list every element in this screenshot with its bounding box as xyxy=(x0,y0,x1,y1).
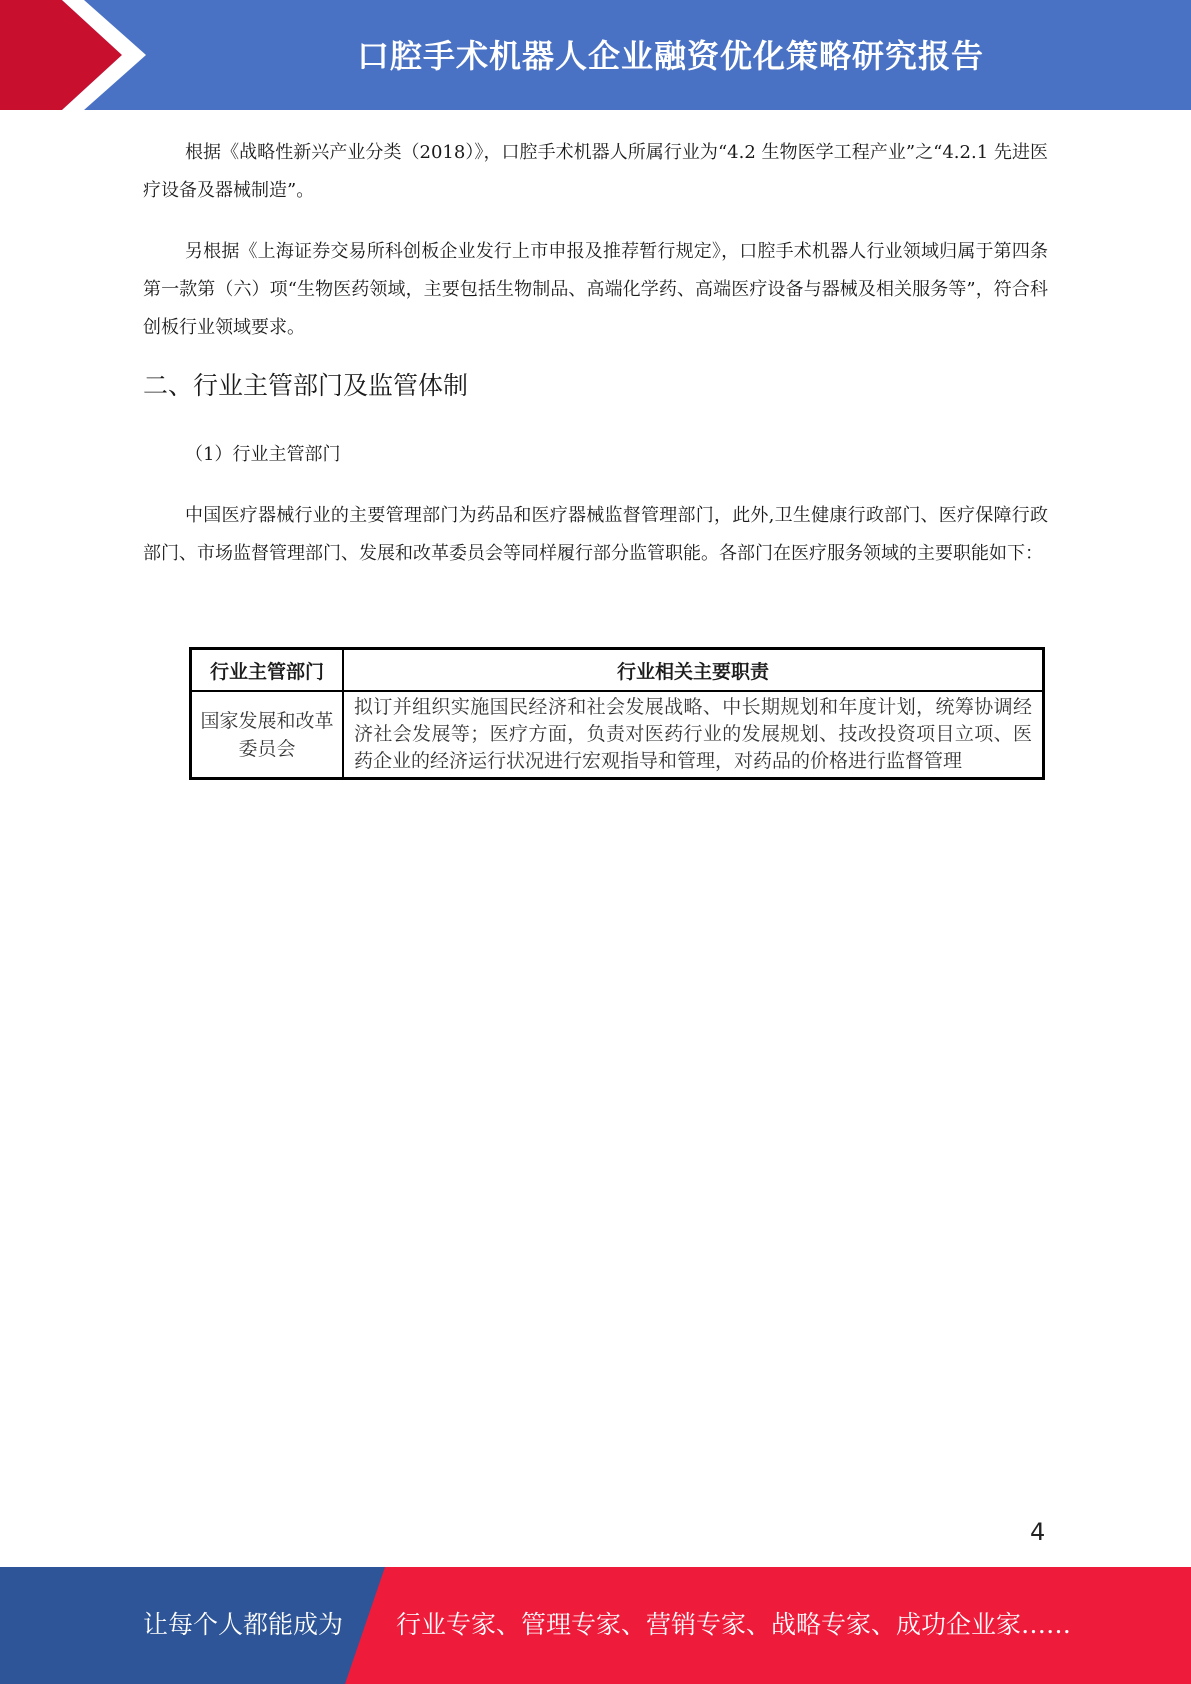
header-chevron-icon xyxy=(0,0,160,110)
duty-table xyxy=(189,647,1045,780)
table-row xyxy=(191,691,1044,779)
page-header xyxy=(0,0,1191,110)
footer-slogan-left: 让每个人都能成为 xyxy=(143,1610,344,1639)
cell-duties: 拟订并组织实施国民经济和社会发展战略、中长期规划和年度计划，统筹协调经济社会发展等；医疗方面，负责对医药行业的发展规划、技改投资项目立项、医药企业的经济运行状况进行宏观指导和管理，对药品的价格进行监督管理 xyxy=(343,691,1044,779)
cell-department: 国家发展和改革委员会 xyxy=(191,691,344,779)
section-heading: 二、行业主管部门及监管体制 xyxy=(143,371,469,400)
paragraph-regulators: 中国医疗器械行业的主要管理部门为药品和医疗器械监督管理部门，此外,卫生健康行政部门、医疗保障行政部门、市场监督管理部门、发展和改革委员会等同样履行部分监管职能。各部门在医疗服务领域的主要职能如下： xyxy=(143,505,1048,564)
footer-slogan-right: 行业专家、管理专家、营销专家、战略专家、成功企业家…… xyxy=(396,1610,1072,1639)
header-department: 行业主管部门 xyxy=(191,649,344,692)
page-footer xyxy=(0,1567,1191,1684)
paragraph-classification: 根据《战略性新兴产业分类（2018）》，口腔手术机器人所属行业为“4.2 生物医学工程产业”之“4.2.1 先进医疗设备及器械制造”。 xyxy=(143,142,1048,201)
report-title: 口腔手术机器人企业融资优化策略研究报告 xyxy=(356,37,984,75)
paragraph-star-market: 另根据《上海证券交易所科创板企业发行上市申报及推荐暂行规定》，口腔手术机器人行业领域归属于第四条第一款第（六）项“生物医药领域，主要包括生物制品、高端化学药、高端医疗设备与器械及相关服务等”，符合科创板行业领域要求。 xyxy=(143,241,1048,338)
table-header-row xyxy=(191,649,1044,692)
header-duties: 行业相关主要职责 xyxy=(343,649,1044,692)
page-number: 4 xyxy=(1030,1518,1046,1546)
subheading-authority: （1）行业主管部门 xyxy=(185,444,341,465)
